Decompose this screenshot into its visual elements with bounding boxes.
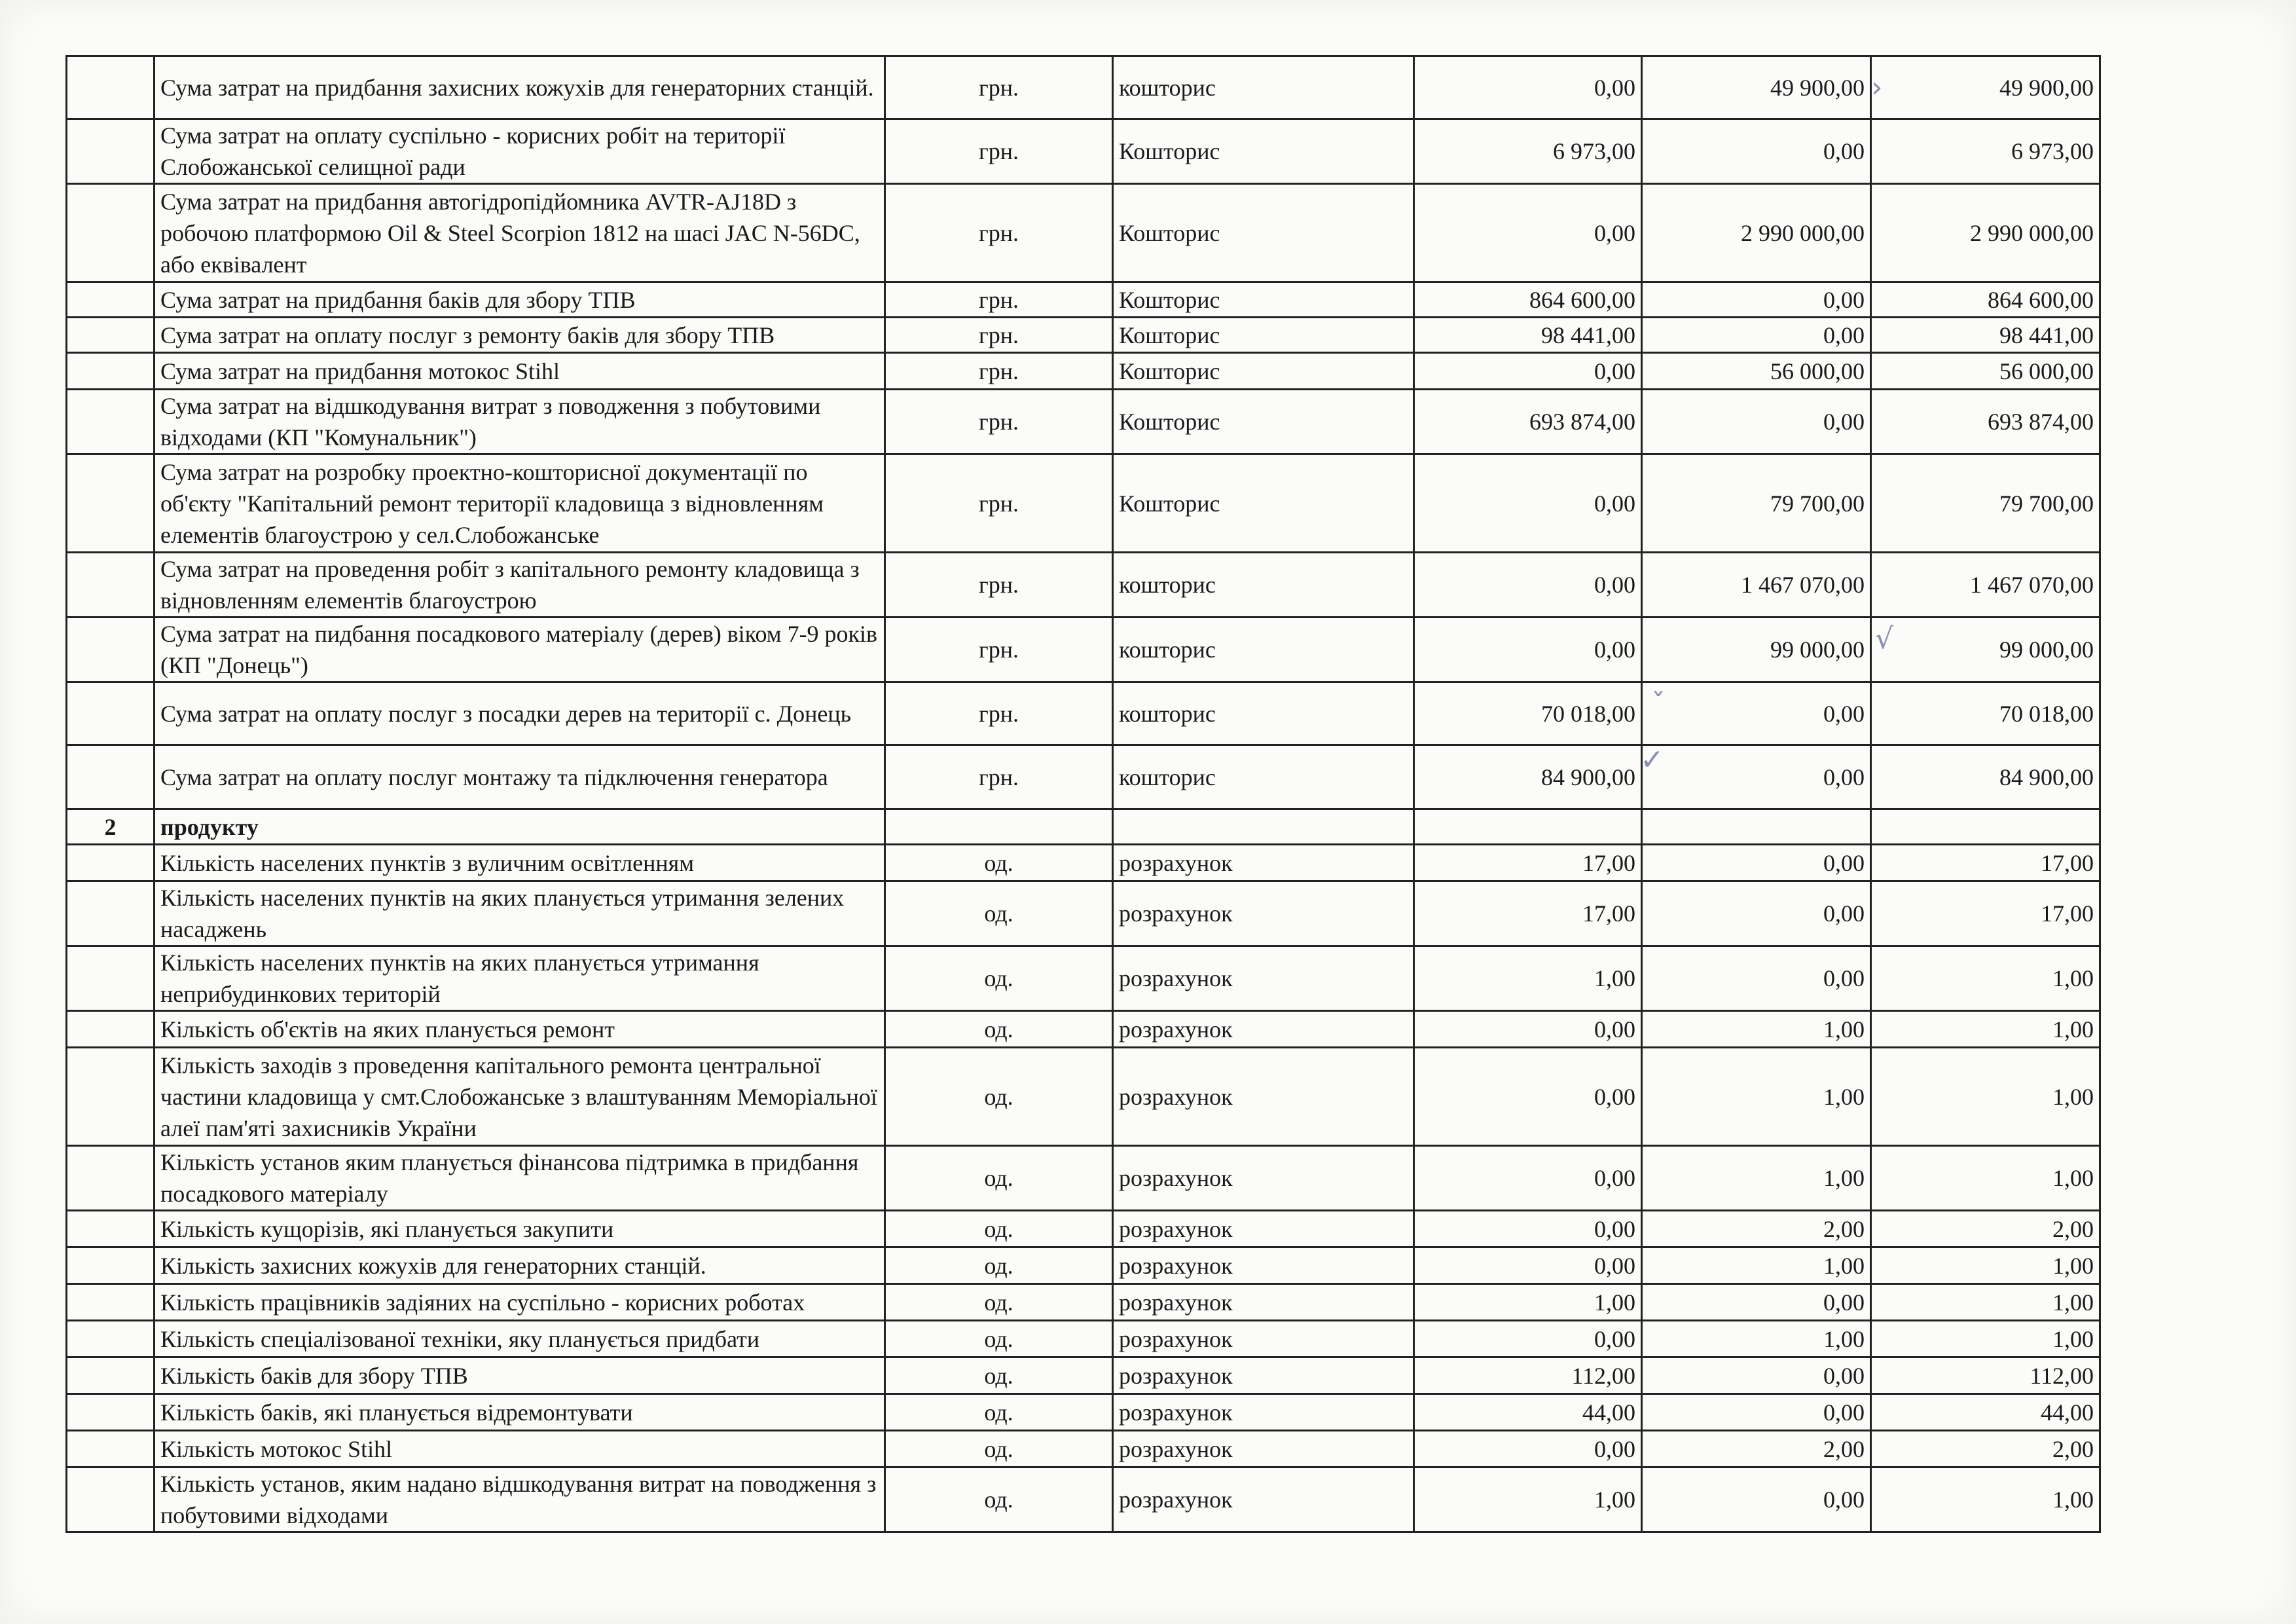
- info-source: розрахунок: [1113, 1011, 1414, 1048]
- info-source: розрахунок: [1113, 1247, 1414, 1284]
- value-total: 98 441,00: [1871, 318, 2100, 353]
- table-row: [67, 946, 2100, 1011]
- value-special-fund: 0,00: [1642, 119, 1871, 184]
- value-general-fund: 112,00: [1414, 1357, 1642, 1394]
- unit-of-measure: грн.: [885, 318, 1113, 353]
- value-total: 2,00: [1871, 1431, 2100, 1467]
- value-special-fund: 1,00: [1642, 1011, 1871, 1048]
- unit-of-measure: грн.: [885, 553, 1113, 618]
- value-general-fund: 0,00: [1414, 1048, 1642, 1146]
- value-special-fund: 1,00: [1642, 1048, 1871, 1146]
- value-general-fund: 70 018,00: [1414, 682, 1642, 745]
- value-total: 2,00: [1871, 1211, 2100, 1247]
- unit-of-measure: грн.: [885, 390, 1113, 454]
- table-row: [67, 1011, 2100, 1048]
- value-total: 1 467 070,00: [1871, 553, 2100, 618]
- row-number: [67, 119, 155, 184]
- table-row: [67, 318, 2100, 353]
- value-total: 99 000,00: [1871, 618, 2100, 682]
- indicator-name: Кількість установ яким планується фінансова підтримка в придбання посадкового матеріалу: [155, 1146, 885, 1211]
- table-row: [67, 845, 2100, 881]
- unit-of-measure: од.: [885, 1011, 1113, 1048]
- row-number: [67, 1247, 155, 1284]
- value-total: 56 000,00: [1871, 353, 2100, 390]
- table-row: [67, 1048, 2100, 1146]
- value-general-fund: 0,00: [1414, 618, 1642, 682]
- row-number: [67, 1431, 155, 1467]
- unit-of-measure: од.: [885, 1467, 1113, 1532]
- table-row: [67, 1357, 2100, 1394]
- row-number: [67, 454, 155, 553]
- value-general-fund: 17,00: [1414, 845, 1642, 881]
- row-number: [67, 1146, 155, 1211]
- info-source: Кошторис: [1113, 184, 1414, 282]
- indicator-name: Кількість баків, які планується відремонтувати: [155, 1394, 885, 1431]
- value-general-fund: 44,00: [1414, 1394, 1642, 1431]
- indicator-name: Сума затрат на оплату послуг з ремонту баків для збору ТПВ: [155, 318, 885, 353]
- value-special-fund: 1 467 070,00: [1642, 553, 1871, 618]
- indicator-name: Сума затрат на придбання захисних кожухів для генераторних станцій.: [155, 56, 885, 119]
- table-row: [67, 881, 2100, 946]
- indicator-name: Кількість мотокос Stihl: [155, 1431, 885, 1467]
- info-source: розрахунок: [1113, 946, 1414, 1011]
- value-total: 84 900,00: [1871, 745, 2100, 809]
- info-source: розрахунок: [1113, 1394, 1414, 1431]
- table-row: [67, 745, 2100, 809]
- unit-of-measure: грн.: [885, 454, 1113, 553]
- table-row: [67, 1284, 2100, 1321]
- value-special-fund: 0,00: [1642, 946, 1871, 1011]
- row-number: 2: [67, 809, 155, 845]
- unit-of-measure: од.: [885, 1357, 1113, 1394]
- table-row: [67, 682, 2100, 745]
- info-source: кошторис: [1113, 682, 1414, 745]
- info-source: розрахунок: [1113, 1284, 1414, 1321]
- table-row: [67, 618, 2100, 682]
- row-number: [67, 1211, 155, 1247]
- value-special-fund: 79 700,00: [1642, 454, 1871, 553]
- row-number: [67, 282, 155, 318]
- unit-of-measure: грн.: [885, 184, 1113, 282]
- info-source: Кошторис: [1113, 318, 1414, 353]
- value-general-fund: 0,00: [1414, 184, 1642, 282]
- unit-of-measure: грн.: [885, 353, 1113, 390]
- indicator-name: Сума затрат на відшкодування витрат з поводження з побутовими відходами (КП "Комунальник"): [155, 390, 885, 454]
- row-number: [67, 745, 155, 809]
- value-total: 1,00: [1871, 1284, 2100, 1321]
- unit-of-measure: грн.: [885, 282, 1113, 318]
- indicator-name: Кількість працівників задіяних на суспільно - корисних роботах: [155, 1284, 885, 1321]
- value-general-fund: 0,00: [1414, 1146, 1642, 1211]
- value-general-fund: 98 441,00: [1414, 318, 1642, 353]
- table-row: [67, 1211, 2100, 1247]
- info-source: Кошторис: [1113, 390, 1414, 454]
- row-number: [67, 845, 155, 881]
- row-number: [67, 184, 155, 282]
- value-general-fund: 0,00: [1414, 1011, 1642, 1048]
- indicator-name: Кількість населених пунктів на яких планується утримання зелених насаджень: [155, 881, 885, 946]
- value-total: 693 874,00: [1871, 390, 2100, 454]
- value-total: 112,00: [1871, 1357, 2100, 1394]
- value-special-fund: 0,00: [1642, 1284, 1871, 1321]
- value-total: 1,00: [1871, 1467, 2100, 1532]
- indicator-name: Сума затрат на придбання мотокос Stihl: [155, 353, 885, 390]
- unit-of-measure: од.: [885, 1211, 1113, 1247]
- value-general-fund: 0,00: [1414, 1211, 1642, 1247]
- value-total: 17,00: [1871, 845, 2100, 881]
- value-total: 1,00: [1871, 1048, 2100, 1146]
- info-source: розрахунок: [1113, 1357, 1414, 1394]
- unit-of-measure: од.: [885, 1146, 1113, 1211]
- info-source: [1113, 809, 1414, 845]
- table-row: [67, 454, 2100, 553]
- unit-of-measure: од.: [885, 845, 1113, 881]
- value-general-fund: 0,00: [1414, 1247, 1642, 1284]
- indicator-name: Кількість населених пунктів з вуличним освітленням: [155, 845, 885, 881]
- value-total: 17,00: [1871, 881, 2100, 946]
- table-row: [67, 56, 2100, 119]
- unit-of-measure: грн.: [885, 119, 1113, 184]
- info-source: розрахунок: [1113, 1431, 1414, 1467]
- value-special-fund: 49 900,00: [1642, 56, 1871, 119]
- value-total: 1,00: [1871, 1011, 2100, 1048]
- indicator-name: Кількість спеціалізованої техніки, яку планується придбати: [155, 1321, 885, 1357]
- value-general-fund: 1,00: [1414, 1284, 1642, 1321]
- check-mark: ✓: [1640, 743, 1664, 777]
- info-source: розрахунок: [1113, 1146, 1414, 1211]
- indicator-name: Кількість населених пунктів на яких планується утримання неприбудинкових територій: [155, 946, 885, 1011]
- indicator-name: Сума затрат на оплату послуг з посадки дерев на території с. Донець: [155, 682, 885, 745]
- table-row: [67, 1467, 2100, 1532]
- unit-of-measure: од.: [885, 1284, 1113, 1321]
- value-general-fund: [1414, 809, 1642, 845]
- value-total: 2 990 000,00: [1871, 184, 2100, 282]
- info-source: розрахунок: [1113, 1467, 1414, 1532]
- value-special-fund: 1,00: [1642, 1146, 1871, 1211]
- row-number: [67, 618, 155, 682]
- table-row: [67, 553, 2100, 618]
- value-general-fund: 0,00: [1414, 1321, 1642, 1357]
- value-total: 1,00: [1871, 1321, 2100, 1357]
- value-total: 1,00: [1871, 1247, 2100, 1284]
- indicator-name: Кількість кущорізів, які планується закупити: [155, 1211, 885, 1247]
- value-general-fund: 84 900,00: [1414, 745, 1642, 809]
- value-special-fund: 0,00: [1642, 845, 1871, 881]
- table-row: [67, 119, 2100, 184]
- indicator-name: Сума затрат на придбання автогідропідйомника AVTR-AJ18D з робочою платформою Oil & Steel Scorpion 1812 на шасі JAC N-56DC, або еквівалент: [155, 184, 885, 282]
- check-mark: ›: [1871, 71, 1883, 104]
- info-source: розрахунок: [1113, 881, 1414, 946]
- value-general-fund: 0,00: [1414, 1431, 1642, 1467]
- value-special-fund: 1,00: [1642, 1321, 1871, 1357]
- value-special-fund: 1,00: [1642, 1247, 1871, 1284]
- row-number: [67, 56, 155, 119]
- value-total: [1871, 809, 2100, 845]
- table-row: [67, 1431, 2100, 1467]
- table-row: [67, 1247, 2100, 1284]
- row-number: [67, 682, 155, 745]
- value-general-fund: 1,00: [1414, 946, 1642, 1011]
- indicator-name: Сума затрат на проведення робіт з капітального ремонту кладовища з відновленням елементів благоустрою: [155, 553, 885, 618]
- indicator-name: Кількість захисних кожухів для генераторних станцій.: [155, 1247, 885, 1284]
- check-mark: ˇ: [1651, 688, 1666, 721]
- row-number: [67, 946, 155, 1011]
- indicator-name: Сума затрат на пидбання посадкового матеріалу (дерев) віком 7-9 років (КП "Донець"): [155, 618, 885, 682]
- unit-of-measure: грн.: [885, 618, 1113, 682]
- info-source: кошторис: [1113, 745, 1414, 809]
- table-body: [67, 56, 2100, 1532]
- indicator-name: продукту: [155, 809, 885, 845]
- info-source: Кошторис: [1113, 454, 1414, 553]
- indicator-name: Сума затрат на оплату суспільно - корисних робіт на території Слобожанської селищної ради: [155, 119, 885, 184]
- value-total: 864 600,00: [1871, 282, 2100, 318]
- row-number: [67, 881, 155, 946]
- value-special-fund: 0,00: [1642, 881, 1871, 946]
- value-special-fund: 2,00: [1642, 1431, 1871, 1467]
- value-general-fund: 0,00: [1414, 353, 1642, 390]
- info-source: кошторис: [1113, 618, 1414, 682]
- value-special-fund: 0,00: [1642, 282, 1871, 318]
- indicator-name: Кількість заходів з проведення капітального ремонта центральної частини кладовища у смт.Слобожанське з влаштуванням Меморіальної алеї пам'яті захисників України: [155, 1048, 885, 1146]
- value-special-fund: 0,00: [1642, 318, 1871, 353]
- value-total: 44,00: [1871, 1394, 2100, 1431]
- row-number: [67, 1011, 155, 1048]
- table-row: [67, 282, 2100, 318]
- table-row: [67, 1321, 2100, 1357]
- indicator-name: Сума затрат на оплату послуг монтажу та підключення генератора: [155, 745, 885, 809]
- check-mark: √: [1875, 622, 1894, 655]
- indicator-name: Кількість установ, яким надано відшкодування витрат на поводження з побутовими відходами: [155, 1467, 885, 1532]
- value-total: 1,00: [1871, 946, 2100, 1011]
- value-general-fund: 17,00: [1414, 881, 1642, 946]
- unit-of-measure: од.: [885, 1431, 1113, 1467]
- row-number: [67, 353, 155, 390]
- info-source: розрахунок: [1113, 1321, 1414, 1357]
- indicator-name: Сума затрат на придбання баків для збору ТПВ: [155, 282, 885, 318]
- value-special-fund: 0,00: [1642, 745, 1871, 809]
- unit-of-measure: грн.: [885, 682, 1113, 745]
- unit-of-measure: од.: [885, 1247, 1113, 1284]
- row-number: [67, 1394, 155, 1431]
- value-general-fund: 693 874,00: [1414, 390, 1642, 454]
- unit-of-measure: грн.: [885, 56, 1113, 119]
- table-row: [67, 1146, 2100, 1211]
- table-row: [67, 184, 2100, 282]
- value-general-fund: 1,00: [1414, 1467, 1642, 1532]
- value-special-fund: 56 000,00: [1642, 353, 1871, 390]
- value-total: 49 900,00: [1871, 56, 2100, 119]
- value-total: 70 018,00: [1871, 682, 2100, 745]
- row-number: [67, 318, 155, 353]
- value-special-fund: 99 000,00: [1642, 618, 1871, 682]
- value-total: 6 973,00: [1871, 119, 2100, 184]
- info-source: кошторис: [1113, 553, 1414, 618]
- unit-of-measure: од.: [885, 1321, 1113, 1357]
- indicator-name: Кількість баків для збору ТПВ: [155, 1357, 885, 1394]
- info-source: Кошторис: [1113, 119, 1414, 184]
- value-special-fund: 2,00: [1642, 1211, 1871, 1247]
- row-number: [67, 1357, 155, 1394]
- unit-of-measure: од.: [885, 1394, 1113, 1431]
- table-row: [67, 390, 2100, 454]
- unit-of-measure: [885, 809, 1113, 845]
- value-special-fund: [1642, 809, 1871, 845]
- unit-of-measure: од.: [885, 1048, 1113, 1146]
- value-special-fund: 0,00: [1642, 1394, 1871, 1431]
- row-number: [67, 1284, 155, 1321]
- info-source: кошторис: [1113, 56, 1414, 119]
- value-special-fund: 0,00: [1642, 682, 1871, 745]
- info-source: Кошторис: [1113, 282, 1414, 318]
- indicator-name: Кількість об'єктів на яких планується ремонт: [155, 1011, 885, 1048]
- info-source: Кошторис: [1113, 353, 1414, 390]
- unit-of-measure: од.: [885, 946, 1113, 1011]
- value-general-fund: 0,00: [1414, 454, 1642, 553]
- value-special-fund: 0,00: [1642, 1357, 1871, 1394]
- unit-of-measure: од.: [885, 881, 1113, 946]
- info-source: розрахунок: [1113, 1048, 1414, 1146]
- value-total: 1,00: [1871, 1146, 2100, 1211]
- unit-of-measure: грн.: [885, 745, 1113, 809]
- row-number: [67, 1467, 155, 1532]
- value-total: 79 700,00: [1871, 454, 2100, 553]
- table-row: [67, 353, 2100, 390]
- info-source: розрахунок: [1113, 1211, 1414, 1247]
- value-general-fund: 864 600,00: [1414, 282, 1642, 318]
- value-special-fund: 0,00: [1642, 390, 1871, 454]
- row-number: [67, 1048, 155, 1146]
- indicator-name: Сума затрат на розробку проектно-кошторисної документації по об'єкту "Капітальний ремонт території кладовища з відновленням елементів благоустрою у сел.Слобожанське: [155, 454, 885, 553]
- table-row: [67, 1394, 2100, 1431]
- value-general-fund: 6 973,00: [1414, 119, 1642, 184]
- budget-indicators-table: [65, 55, 2101, 1533]
- row-number: [67, 553, 155, 618]
- info-source: розрахунок: [1113, 845, 1414, 881]
- section-row: [67, 809, 2100, 845]
- value-general-fund: 0,00: [1414, 56, 1642, 119]
- value-general-fund: 0,00: [1414, 553, 1642, 618]
- value-special-fund: 2 990 000,00: [1642, 184, 1871, 282]
- value-special-fund: 0,00: [1642, 1467, 1871, 1532]
- row-number: [67, 390, 155, 454]
- row-number: [67, 1321, 155, 1357]
